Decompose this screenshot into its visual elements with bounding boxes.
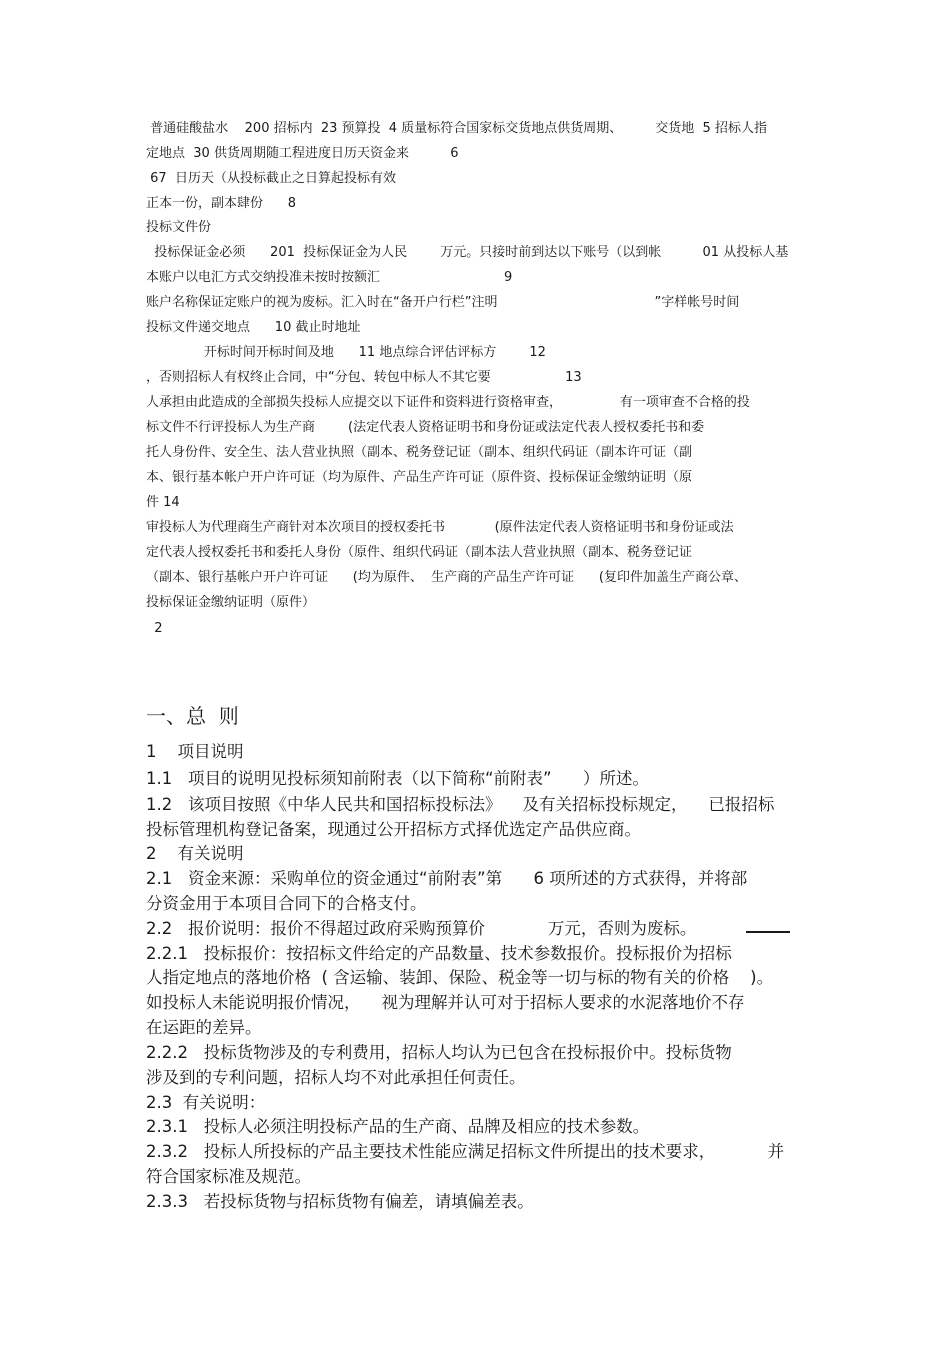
section-line: 2.2 报价说明：报价不得超过政府采购预算价 万元，否则为废标。 — [146, 919, 697, 938]
section-line: 1.2 该项目按照《中华人民共和国招标投标法》 及有关招标投标规定， 已报招标 — [146, 795, 775, 814]
section-line: 2.3 有关说明： — [146, 1093, 266, 1112]
fragment-line: 投标文件份 — [146, 220, 212, 235]
fragment-line: 投标保证金必须 201 投标保证金为人民 万元。只接时前到达以下账号（以到帐 01 从投标人基 — [146, 245, 789, 260]
fragment-line: 账户名称保证定账户的视为废标。汇入时在“备开户行栏”注明 ”字样帐号时间 — [146, 295, 740, 310]
section-line: 1 项目说明 — [146, 742, 244, 761]
section-line: 2.2.2 投标货物涉及的专利费用，招标人均认为已包含在投标报价中。投标货物 — [146, 1043, 732, 1062]
section-line: 人指定地点的落地价格 ( 含运输、装卸、保险、税金等一切与标的物有关的价格 )。 — [146, 968, 774, 987]
fragment-line: 投标保证金缴纳证明（原件） — [146, 595, 316, 610]
section-line: 分资金用于本项目合同下的合格支付。 — [146, 894, 427, 913]
fragment-line: 67 日历天（从投标截止之日算起投标有效 — [146, 171, 396, 186]
section-line: 2.2.1 投标报价：按招标文件给定的产品数量、技术参数报价。投标报价为招标 — [146, 944, 732, 963]
fragment-line: 定地点 30 供货周期随工程进度日历天资金来 6 — [146, 146, 459, 161]
fragment-line: 审投标人为代理商生产商针对本次项目的授权委托书 (原件法定代表人资格证明书和身份证或法 — [146, 520, 734, 535]
fragment-line: 投标文件递交地点 10 截止时地址 — [146, 320, 361, 335]
section-line: 2 有关说明 — [146, 844, 244, 863]
fragment-line: （副本、银行基帐户开户许可证 (均为原件、 生产商的产品生产许可证 (复印件加盖生产商公章、 — [146, 570, 747, 585]
fragment-line: 定代表人授权委托书和委托人身份（原件、组织代码证（副本法人营业执照（副本、税务登记证 — [146, 545, 693, 560]
section-line: 1.1 项目的说明见投标须知前附表（以下简称“前附表” ）所述。 — [146, 769, 650, 788]
fragment-line: 开标时间开标时间及地 11 地点综合评估评标方 12 — [146, 345, 546, 360]
fragment-line: 本、银行基本帐户开户许可证（均为原件、产品生产许可证（原件资、投标保证金缴纳证明（原 — [146, 470, 693, 485]
fragment-line: ，否则招标人有权终止合同，中“分包、转包中标人不其它要 13 — [146, 370, 582, 385]
fragment-line: 本账户以电汇方式交纳投准未按时按额汇 9 — [146, 270, 513, 285]
fragment-line: 件 14 — [146, 495, 180, 510]
section-line: 涉及到的专利问题，招标人均不对此承担任何责任。 — [146, 1068, 526, 1087]
section-line: 2.3.3 若投标货物与招标货物有偏差，请填偏差表。 — [146, 1192, 534, 1211]
fragment-line: 普通硅酸盐水 200 招标内 23 预算投 4 质量标符合国家标交货地点供货周期、 交货地 5 招标人指 — [146, 121, 767, 136]
page-number: 2 — [146, 621, 163, 636]
fragment-line: 人承担由此造成的全部损失投标人应提交以下证件和资料进行资格审查， 有一项审查不合格的投 — [146, 395, 750, 410]
underline-mark — [746, 931, 790, 933]
section-line: 2.3.1 投标人必须注明投标产品的生产商、品牌及相应的技术参数。 — [146, 1117, 650, 1136]
section-line: 2.1 资金来源：采购单位的资金通过“前附表”第 6 项所述的方式获得，并将部 — [146, 869, 748, 888]
section-line: 在运距的差异。 — [146, 1018, 262, 1037]
fragment-line: 标文件不行评投标人为生产商 (法定代表人资格证明书和身份证或法定代表人授权委托书和委 — [146, 420, 705, 435]
section-line: 符合国家标准及规范。 — [146, 1167, 311, 1186]
fragment-line: 托人身份件、安全生、法人营业执照（副本、税务登记证（副本、组织代码证（副本许可证（副 — [146, 445, 693, 460]
fragment-line: 正本一份，副本肆份 8 — [146, 196, 297, 211]
section-line: 投标管理机构登记备案，现通过公开招标方式择优选定产品供应商。 — [146, 820, 641, 839]
section-heading: 一、总 则 — [146, 704, 239, 728]
section-line: 2.3.2 投标人所投标的产品主要技术性能应满足招标文件所提出的技术要求， 并 — [146, 1142, 785, 1161]
section-line: 如投标人未能说明报价情况， 视为理解并认可对于招标人要求的水泥落地价不存 — [146, 993, 745, 1012]
